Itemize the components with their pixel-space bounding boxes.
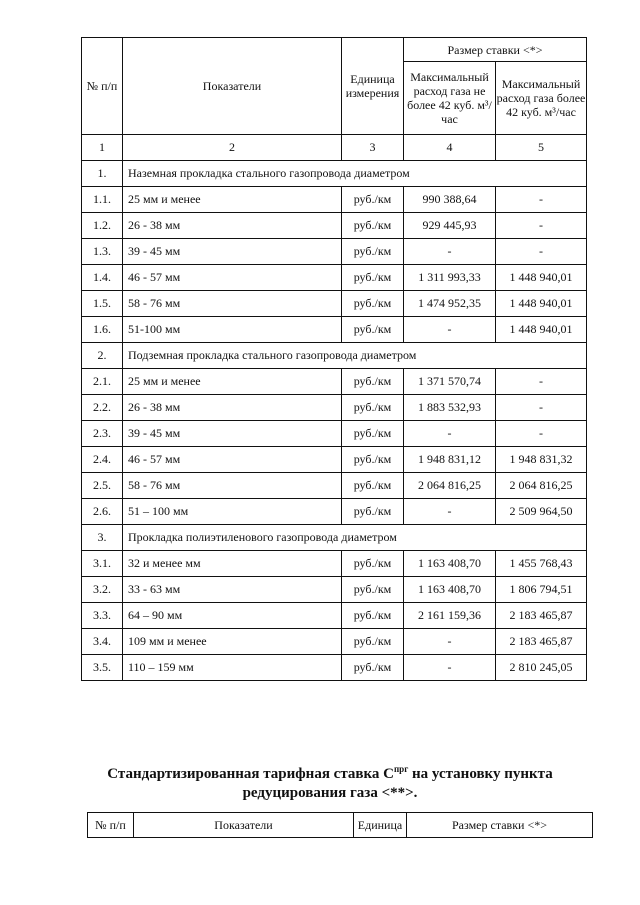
section-row (82, 161, 587, 187)
header-col4: Максимальный расход газа не более 42 куб. м³/час (404, 62, 496, 135)
row-unit: руб./км (342, 421, 404, 447)
row-number: 2.1. (82, 369, 123, 395)
column-numbers-row (82, 135, 587, 161)
row-value-large: 1 448 940,01 (496, 291, 587, 317)
table-row (82, 551, 587, 577)
row-value-large: 2 509 964,50 (496, 499, 587, 525)
row-indicator: 32 и менее мм (123, 551, 342, 577)
table-row (82, 239, 587, 265)
row-indicator: 58 - 76 мм (123, 291, 342, 317)
row-number: 2.4. (82, 447, 123, 473)
table-row (82, 369, 587, 395)
row-number: 2.6. (82, 499, 123, 525)
row-indicator: 25 мм и менее (123, 369, 342, 395)
tariff-title-line2: редуцирования газа <**>. (242, 785, 418, 801)
table-row (82, 421, 587, 447)
row-value-small: 1 948 831,12 (404, 447, 496, 473)
row-value-large: 2 183 465,87 (496, 603, 587, 629)
row-indicator: 64 – 90 мм (123, 603, 342, 629)
row-number: 1.3. (82, 239, 123, 265)
row-number: 2.3. (82, 421, 123, 447)
row-value-large: - (496, 369, 587, 395)
row-value-large: - (496, 239, 587, 265)
row-value-large: 2 064 816,25 (496, 473, 587, 499)
row-number: 2.5. (82, 473, 123, 499)
section-number: 1. (82, 161, 123, 187)
row-value-small: - (404, 421, 496, 447)
row-value-large: - (496, 421, 587, 447)
tariff-title-end: на установку пункта (408, 766, 553, 782)
tariff-title (70, 760, 590, 803)
tariff-title-start: Стандартизированная тарифная ставка С (107, 766, 394, 782)
row-indicator: 26 - 38 мм (123, 395, 342, 421)
tariff-title-sup: прг (394, 764, 409, 774)
row-value-large: 2 183 465,87 (496, 629, 587, 655)
section-title: Прокладка полиэтиленового газопровода диаметром (123, 525, 587, 551)
row-value-small: 1 163 408,70 (404, 577, 496, 603)
row-unit: руб./км (342, 395, 404, 421)
row-unit: руб./км (342, 187, 404, 213)
table-row (82, 655, 587, 681)
header-rate-size: Размер ставки <*> (404, 38, 587, 62)
col-number: 5 (496, 135, 587, 161)
table-row (82, 317, 587, 343)
table-row (82, 187, 587, 213)
row-value-large: 1 948 831,32 (496, 447, 587, 473)
table-body (82, 161, 587, 681)
row-value-small: 1 311 993,33 (404, 265, 496, 291)
row-value-small: 2 064 816,25 (404, 473, 496, 499)
section-row (82, 525, 587, 551)
row-value-small: 1 163 408,70 (404, 551, 496, 577)
row-number: 1.4. (82, 265, 123, 291)
table-row (82, 213, 587, 239)
row-unit: руб./км (342, 213, 404, 239)
row-value-small: - (404, 239, 496, 265)
row-unit: руб./км (342, 473, 404, 499)
row-unit: руб./км (342, 551, 404, 577)
table-row (82, 291, 587, 317)
row-indicator: 51 – 100 мм (123, 499, 342, 525)
row-number: 3.2. (82, 577, 123, 603)
row-value-small: 1 883 532,93 (404, 395, 496, 421)
row-value-large: - (496, 395, 587, 421)
row-unit: руб./км (342, 317, 404, 343)
row-value-small: - (404, 317, 496, 343)
tariff-table (81, 37, 587, 681)
table-row (82, 265, 587, 291)
row-indicator: 46 - 57 мм (123, 447, 342, 473)
row-number: 3.1. (82, 551, 123, 577)
row-unit: руб./км (342, 499, 404, 525)
row-unit: руб./км (342, 603, 404, 629)
row-indicator: 58 - 76 мм (123, 473, 342, 499)
section-title: Подземная прокладка стального газопровода диаметром (123, 343, 587, 369)
row-indicator: 39 - 45 мм (123, 239, 342, 265)
row-number: 2.2. (82, 395, 123, 421)
table-row (82, 499, 587, 525)
row-unit: руб./км (342, 629, 404, 655)
row-value-large: 1 448 940,01 (496, 317, 587, 343)
section-number: 3. (82, 525, 123, 551)
row-indicator: 33 - 63 мм (123, 577, 342, 603)
row-unit: руб./км (342, 369, 404, 395)
row-value-large: - (496, 213, 587, 239)
header-unit: Единица измерения (342, 38, 404, 135)
table-row (82, 603, 587, 629)
row-number: 3.3. (82, 603, 123, 629)
row-indicator: 110 – 159 мм (123, 655, 342, 681)
second-header-rate-size: Размер ставки <*> (407, 813, 593, 838)
row-value-large: 1 455 768,43 (496, 551, 587, 577)
row-value-large: - (496, 187, 587, 213)
row-indicator: 46 - 57 мм (123, 265, 342, 291)
row-unit: руб./км (342, 291, 404, 317)
table-row (82, 577, 587, 603)
second-tariff-table (87, 812, 593, 838)
row-value-small: 2 161 159,36 (404, 603, 496, 629)
row-number: 1.6. (82, 317, 123, 343)
row-indicator: 109 мм и менее (123, 629, 342, 655)
row-unit: руб./км (342, 265, 404, 291)
row-unit: руб./км (342, 239, 404, 265)
table-row (82, 473, 587, 499)
table-row (82, 447, 587, 473)
header-num: № п/п (82, 38, 123, 135)
col-number: 3 (342, 135, 404, 161)
second-header-unit: Единица (354, 813, 407, 838)
table-row (82, 395, 587, 421)
row-value-small: 1 474 952,35 (404, 291, 496, 317)
row-unit: руб./км (342, 577, 404, 603)
row-value-small: - (404, 629, 496, 655)
row-number: 3.5. (82, 655, 123, 681)
row-indicator: 51-100 мм (123, 317, 342, 343)
section-number: 2. (82, 343, 123, 369)
table-row (82, 629, 587, 655)
row-indicator: 26 - 38 мм (123, 213, 342, 239)
header-col5: Максимальный расход газа более 42 куб. м³/час (496, 62, 587, 135)
row-value-small: 990 388,64 (404, 187, 496, 213)
section-title: Наземная прокладка стального газопровода диаметром (123, 161, 587, 187)
col-number: 1 (82, 135, 123, 161)
row-value-small: 1 371 570,74 (404, 369, 496, 395)
row-value-large: 1 448 940,01 (496, 265, 587, 291)
col-number: 4 (404, 135, 496, 161)
row-value-small: - (404, 655, 496, 681)
row-unit: руб./км (342, 447, 404, 473)
col-number: 2 (123, 135, 342, 161)
second-header-num: № п/п (88, 813, 134, 838)
row-indicator: 25 мм и менее (123, 187, 342, 213)
row-number: 3.4. (82, 629, 123, 655)
row-value-large: 2 810 245,05 (496, 655, 587, 681)
row-number: 1.1. (82, 187, 123, 213)
row-indicator: 39 - 45 мм (123, 421, 342, 447)
row-number: 1.5. (82, 291, 123, 317)
second-header-indicators: Показатели (134, 813, 354, 838)
header-indicators: Показатели (123, 38, 342, 135)
row-value-large: 1 806 794,51 (496, 577, 587, 603)
row-value-small: 929 445,93 (404, 213, 496, 239)
row-number: 1.2. (82, 213, 123, 239)
row-value-small: - (404, 499, 496, 525)
row-unit: руб./км (342, 655, 404, 681)
section-row (82, 343, 587, 369)
